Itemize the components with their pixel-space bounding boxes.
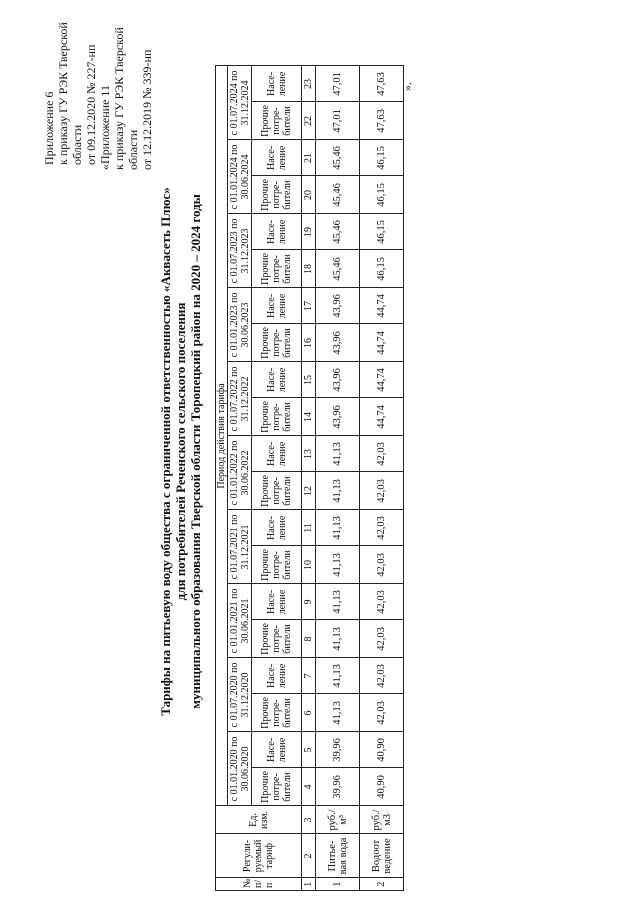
tariff-value: 47,01 bbox=[316, 66, 360, 102]
order-reference-line2: от 09.12.2020 № 227-нп bbox=[84, 44, 98, 165]
tariff-value: 40,90 bbox=[360, 768, 404, 806]
appendix-header bbox=[42, 0, 98, 165]
tariff-value: 45,46 bbox=[316, 250, 360, 288]
table-row-drinking-water bbox=[316, 66, 360, 891]
tariff-value: 47,01 bbox=[316, 102, 360, 140]
period-header-8: с 01.07.2023 по 31.12.2023 bbox=[228, 214, 252, 288]
tariff-value: 45,46 bbox=[316, 176, 360, 214]
table-header-row-1 bbox=[216, 66, 228, 891]
sub-other-consumers: Прочие потре-бители bbox=[252, 546, 302, 584]
period-header-10: с 01.07.2024 по 31.12.2024 bbox=[228, 66, 252, 140]
tariff-value: 45,46 bbox=[316, 214, 360, 250]
column-number: 6 bbox=[302, 694, 316, 732]
tariff-value: 41,13 bbox=[316, 694, 360, 732]
column-number: 19 bbox=[302, 214, 316, 250]
column-number: 2 bbox=[302, 834, 316, 878]
tariff-value: 39,96 bbox=[316, 732, 360, 768]
closing-quote: ». bbox=[400, 82, 414, 91]
appendix-label: Приложение 6 bbox=[42, 91, 56, 165]
column-number: 14 bbox=[302, 398, 316, 436]
row-unit: руб./м3 bbox=[360, 806, 404, 834]
header-unit-cell: Ед. изм. bbox=[216, 806, 302, 834]
row-unit: руб./м³ bbox=[316, 806, 360, 834]
tariff-value: 47,63 bbox=[360, 102, 404, 140]
tariff-table bbox=[215, 65, 404, 891]
column-number-row bbox=[302, 66, 316, 891]
tariff-value: 44,74 bbox=[360, 288, 404, 324]
header-number-cell bbox=[216, 878, 302, 891]
sub-population: Насе-ление bbox=[252, 658, 302, 694]
sub-other-consumers: Прочие потре-бители bbox=[252, 694, 302, 732]
tariff-value: 42,03 bbox=[360, 436, 404, 472]
tariff-value: 41,13 bbox=[316, 472, 360, 510]
tariff-value: 43,96 bbox=[316, 362, 360, 398]
tariff-value: 42,03 bbox=[360, 472, 404, 510]
sub-other-consumers: Прочие потре-бители bbox=[252, 620, 302, 658]
tariff-value: 41,13 bbox=[316, 436, 360, 472]
column-number: 17 bbox=[302, 288, 316, 324]
tariff-value: 42,03 bbox=[360, 584, 404, 620]
sub-population: Насе-ление bbox=[252, 510, 302, 546]
sub-population: Насе-ление bbox=[252, 214, 302, 250]
sub-population: Насе-ление bbox=[252, 66, 302, 102]
sub-population: Насе-ление bbox=[252, 288, 302, 324]
sub-population: Насе-ление bbox=[252, 584, 302, 620]
header-period-cell: Период действия тарифа bbox=[216, 66, 228, 806]
column-number: 18 bbox=[302, 250, 316, 288]
document-title-line3: муниципального образования Тверской области Торопецкий район на 2020 – 2024 годы bbox=[188, 194, 203, 709]
column-number: 11 bbox=[302, 510, 316, 546]
header-number-bottom: п/п bbox=[253, 879, 275, 888]
previous-order-line2: от 12.12.2019 № 339-нп bbox=[140, 49, 154, 170]
column-number: 21 bbox=[302, 140, 316, 176]
column-number: 3 bbox=[302, 806, 316, 834]
sub-other-consumers: Прочие потре-бители bbox=[252, 102, 302, 140]
column-number: 5 bbox=[302, 732, 316, 768]
document-title-line2: для потребителей Реченского сельского поселения bbox=[173, 302, 188, 601]
column-number: 4 bbox=[302, 768, 316, 806]
table-header-row-3 bbox=[252, 66, 302, 891]
tariff-value: 44,74 bbox=[360, 324, 404, 362]
tariff-value: 46,15 bbox=[360, 176, 404, 214]
sub-population: Насе-ление bbox=[252, 732, 302, 768]
column-number: 13 bbox=[302, 436, 316, 472]
header-number-top: № bbox=[242, 878, 253, 888]
period-header-4: с 01.07.2021 по 31.12.2021 bbox=[228, 510, 252, 584]
column-number: 10 bbox=[302, 546, 316, 584]
period-header-2: с 01.07.2020 по 31.12.2020 bbox=[228, 658, 252, 732]
header-tariff-cell: Регули-руемый тариф bbox=[216, 834, 302, 878]
tariff-value: 42,03 bbox=[360, 658, 404, 694]
period-header-5: с 01.01.2022 по 30.06.2022 bbox=[228, 436, 252, 510]
tariff-value: 40,90 bbox=[360, 732, 404, 768]
row-tariff-name: Водоот ведение bbox=[360, 834, 404, 878]
previous-appendix-label: «Приложение 11 bbox=[98, 85, 112, 170]
period-header-1: с 01.01.2020 по 30.06.2020 bbox=[228, 732, 252, 806]
row-number: 1 bbox=[316, 878, 360, 891]
sub-population: Насе-ление bbox=[252, 362, 302, 398]
tariff-value: 46,15 bbox=[360, 214, 404, 250]
tariff-value: 42,03 bbox=[360, 694, 404, 732]
column-number: 1 bbox=[302, 878, 316, 891]
tariff-value: 43,96 bbox=[316, 398, 360, 436]
tariff-value: 42,03 bbox=[360, 546, 404, 584]
tariff-value: 46,15 bbox=[360, 140, 404, 176]
period-header-7: с 01.01.2023 по 30.06.2023 bbox=[228, 288, 252, 362]
column-number: 12 bbox=[302, 472, 316, 510]
tariff-value: 44,74 bbox=[360, 362, 404, 398]
sub-other-consumers: Прочие потре-бители bbox=[252, 768, 302, 806]
column-number: 7 bbox=[302, 658, 316, 694]
document-title-line1: Тарифы на питьевую воду общества с ограниченной ответственностью «Аквасеть Плюс» bbox=[158, 187, 173, 716]
period-header-9: с 01.01.2024 по 30.06.2024 bbox=[228, 140, 252, 214]
tariff-value: 42,03 bbox=[360, 620, 404, 658]
previous-appendix-header bbox=[98, 0, 154, 170]
tariff-value: 43,96 bbox=[316, 288, 360, 324]
column-number: 20 bbox=[302, 176, 316, 214]
sub-other-consumers: Прочие потре-бители bbox=[252, 398, 302, 436]
order-reference-line1: к приказу ГУ РЭК Тверской области bbox=[56, 22, 84, 165]
sub-other-consumers: Прочие потре-бители bbox=[252, 472, 302, 510]
column-number: 23 bbox=[302, 66, 316, 102]
column-number: 16 bbox=[302, 324, 316, 362]
tariff-value: 43,96 bbox=[316, 324, 360, 362]
column-number: 22 bbox=[302, 102, 316, 140]
tariff-value: 41,13 bbox=[316, 546, 360, 584]
previous-order-line1: к приказу ГУ РЭК Тверской области bbox=[112, 27, 140, 170]
column-number: 8 bbox=[302, 620, 316, 658]
tariff-value: 41,13 bbox=[316, 510, 360, 546]
row-tariff-name: Питье-вая вода bbox=[316, 834, 360, 878]
sub-other-consumers: Прочие потре-бители bbox=[252, 250, 302, 288]
table-header-row-2 bbox=[228, 66, 252, 891]
sub-population: Насе-ление bbox=[252, 436, 302, 472]
sub-other-consumers: Прочие потре-бители bbox=[252, 324, 302, 362]
tariff-value: 41,13 bbox=[316, 658, 360, 694]
column-number: 15 bbox=[302, 362, 316, 398]
column-number: 9 bbox=[302, 584, 316, 620]
table-row-wastewater bbox=[360, 66, 404, 891]
tariff-value: 47,63 bbox=[360, 66, 404, 102]
tariff-value: 41,13 bbox=[316, 620, 360, 658]
sub-population: Насе-ление bbox=[252, 140, 302, 176]
tariff-value: 44,74 bbox=[360, 398, 404, 436]
tariff-value: 45,46 bbox=[316, 140, 360, 176]
tariff-value: 46,15 bbox=[360, 250, 404, 288]
tariff-value: 41,13 bbox=[316, 584, 360, 620]
period-header-6: с 01.07.2022 по 31.12.2022 bbox=[228, 362, 252, 436]
tariff-value: 39,96 bbox=[316, 768, 360, 806]
period-header-3: с 01.01.2021 по 30.06.2021 bbox=[228, 584, 252, 658]
row-number: 2 bbox=[360, 878, 404, 891]
sub-other-consumers: Прочие потре-бители bbox=[252, 176, 302, 214]
tariff-value: 42,03 bbox=[360, 510, 404, 546]
